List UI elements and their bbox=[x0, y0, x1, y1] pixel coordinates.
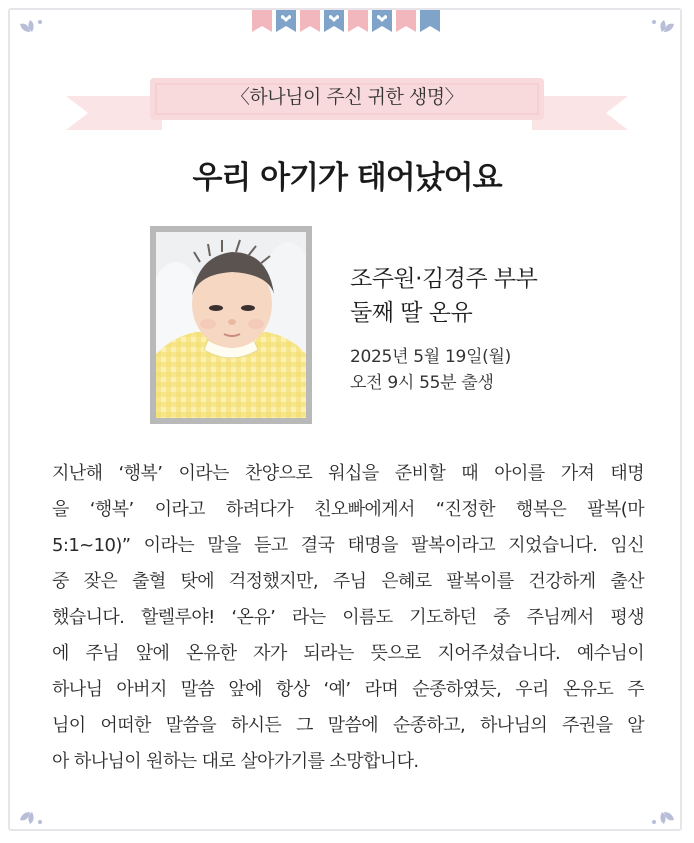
body-line: 아 하나님이 원하는 대로 살아가기를 소망합니다. bbox=[52, 751, 419, 772]
body-line: 님이 어떠한 말씀을 하시든 그 말씀에 순종하고, 하나님의 주권을 알 bbox=[52, 715, 644, 736]
subtitle: 〈하나님이 주신 귀한 생명〉 bbox=[230, 86, 464, 108]
corner-leaf-icon-bottom-right bbox=[650, 800, 678, 828]
body-line: 했습니다. 할렐루야! ‘온유’ 라는 이름도 기도하던 중 주님께서 평생 bbox=[52, 607, 644, 628]
corner-leaf-icon-bottom-left bbox=[16, 800, 44, 828]
announcement-names bbox=[350, 262, 537, 330]
body-paragraph bbox=[52, 456, 644, 780]
birth-date: 2025년 5월 19일(월) bbox=[350, 347, 511, 367]
flag-7 bbox=[396, 10, 416, 32]
body-line: 5:1~10)” 이라는 말을 듣고 결국 태명을 팔복이라고 지었습니다. 임신 bbox=[52, 535, 644, 556]
body-line: 하나님 아버지 말씀 앞에 항상 ‘예’ 라며 순종하였듯, 우리 온유도 주 bbox=[52, 679, 644, 700]
photo-frame bbox=[150, 226, 312, 424]
flag-4 bbox=[324, 10, 344, 32]
parents-name: 조주원·김경주 부부 bbox=[350, 266, 538, 292]
corner-leaf-icon-top-left bbox=[16, 16, 44, 44]
page-title: 우리 아기가 태어났어요 bbox=[192, 160, 502, 196]
flag-3 bbox=[300, 10, 320, 32]
body-line: 을 ‘행복’ 이라고 하려다가 친오빠에게서 “진정한 행복은 팔복(마 bbox=[52, 499, 644, 520]
body-line: 지난해 ‘행복’ 이라는 찬양으로 워십을 준비할 때 아이를 가져 태명 bbox=[52, 463, 644, 484]
birth-info bbox=[350, 344, 511, 396]
body-line: 에 주님 앞에 온유한 자가 되라는 뜻으로 지어주셨습니다. 예수님이 bbox=[52, 643, 644, 664]
birth-time: 오전 9시 55분 출생 bbox=[350, 373, 494, 393]
flag-5 bbox=[348, 10, 368, 32]
child-name: 둘째 딸 온유 bbox=[350, 300, 473, 326]
body-line: 중 잦은 출혈 탓에 걱정했지만, 주님 은혜로 팔복이를 건강하게 출산 bbox=[52, 571, 644, 592]
flag-2 bbox=[276, 10, 296, 32]
bunting-decoration bbox=[250, 6, 444, 40]
flag-6 bbox=[372, 10, 392, 32]
flag-8 bbox=[420, 10, 440, 32]
corner-leaf-icon-top-right bbox=[650, 16, 678, 44]
baby-photo bbox=[156, 232, 306, 418]
flag-1 bbox=[252, 10, 272, 32]
